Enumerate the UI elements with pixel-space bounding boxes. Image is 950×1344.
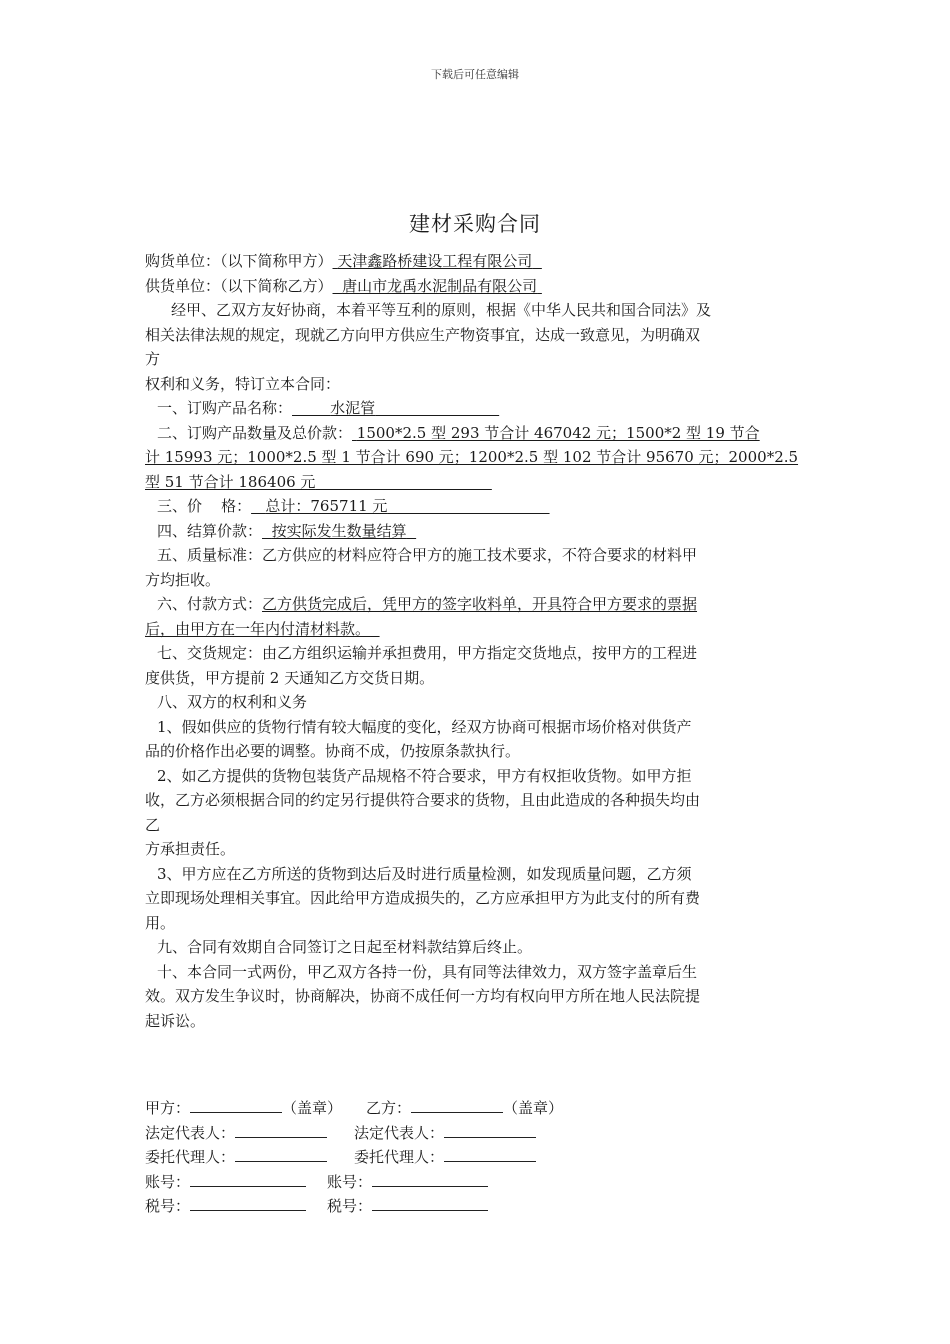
buyer-label: 购货单位：（以下简称甲方） xyxy=(145,252,333,270)
clause-6-line-2: 后，由甲方在一年内付清材料款。 xyxy=(145,619,371,638)
party-a-label: 甲方： xyxy=(145,1099,191,1117)
clause-10-line-1: 十、本合同一式两份，甲乙双方各持一份，具有同等法律效力，双方签字盖章后生 xyxy=(157,962,698,981)
clause-5-line-1: 五、质量标准：乙方供应的材料应符合甲方的施工技术要求，不符合要求的材料甲 xyxy=(157,546,698,564)
clause-1 xyxy=(145,396,805,421)
party-b-label: 乙方： xyxy=(366,1099,412,1117)
clause-7-line-2: 度供货，甲方提前 2 天通知乙方交货日期。 xyxy=(145,668,435,687)
party-a-seal: （盖章） xyxy=(282,1099,343,1117)
contract-title: 建材采购合同 xyxy=(409,212,541,236)
agent-b-field[interactable] xyxy=(444,1145,536,1162)
clause-6-value-1: 乙方供货完成后，凭甲方的签字收料单，开具符合甲方要求的票据 xyxy=(262,595,698,613)
clause-8-item-2-line-1: 2、如乙方提供的货物包装货产品规格不符合要求，甲方有权拒收货物。如甲方拒 xyxy=(157,766,692,785)
supplier-value: 唐山市龙禹水泥制品有限公司 xyxy=(342,276,538,295)
intro-line-3: 方 xyxy=(145,350,161,368)
clause-8-item-1-line-1: 1、假如供应的货物行情有较大幅度的变化，经双方协商可根据市场价格对供货产 xyxy=(157,717,692,736)
legal-rep-a-field[interactable] xyxy=(235,1121,327,1138)
legal-rep-b-field[interactable] xyxy=(444,1121,536,1138)
clause-2-value-1: 1500*2.5 型 293 节合计 467042 元；1500*2 型 19 节合 xyxy=(356,423,760,442)
signature-row-party xyxy=(145,1096,805,1121)
clause-3 xyxy=(145,494,805,519)
account-a-label: 账号： xyxy=(145,1172,191,1191)
buyer-value: 天津鑫路桥建设工程有限公司 xyxy=(337,252,533,270)
tax-a-label: 税号： xyxy=(145,1197,191,1215)
clause-8-item-2-line-2: 收，乙方必须根据合同的约定另行提供符合要求的货物，且由此造成的各种损失均由 xyxy=(145,791,701,809)
agent-b-label: 委托代理人： xyxy=(354,1148,445,1166)
clause-8-item-1-line-2: 品的价格作出必要的调整。协商不成，仍按原条款执行。 xyxy=(145,742,521,760)
agent-a-field[interactable] xyxy=(235,1145,327,1162)
clause-4-label: 四、结算价款： xyxy=(157,521,263,540)
clause-5-line-2: 方均拒收。 xyxy=(145,570,221,589)
clause-8-item-3-line-1: 3、甲方应在乙方所送的货物到达后及时进行质量检测，如发现质量问题，乙方须 xyxy=(157,864,692,883)
clause-8-item-3-line-2: 立即现场处理相关事宜。因此给甲方造成损失的，乙方应承担甲方为此支付的所有费 xyxy=(145,889,701,907)
clause-4-value: 按实际发生数量结算 xyxy=(271,521,407,540)
signature-block xyxy=(145,1096,805,1219)
signature-row-tax xyxy=(145,1194,805,1219)
clause-3-label: 三、价 格： xyxy=(157,497,252,515)
clause-10-line-3: 起诉讼。 xyxy=(145,1011,206,1030)
signature-row-agent xyxy=(145,1145,805,1170)
legal-rep-b-label: 法定代表人： xyxy=(354,1123,445,1142)
clause-8-item-2-line-4: 方承担责任。 xyxy=(145,840,236,858)
clause-9: 九、合同有效期自合同签订之日起至材料款结算后终止。 xyxy=(157,938,533,956)
signature-row-account xyxy=(145,1170,805,1195)
intro-line-2: 相关法律法规的规定，现就乙方向甲方供应生产物资事宜，达成一致意见，为明确双 xyxy=(145,325,701,344)
clause-1-value: 水泥管 xyxy=(330,399,376,417)
clause-8-item-3-line-3: 用。 xyxy=(145,913,176,932)
legal-rep-a-label: 法定代表人： xyxy=(145,1123,236,1142)
clause-2-label: 二、订购产品数量及总价款： xyxy=(157,423,353,442)
clause-2-line-1 xyxy=(145,421,805,446)
clause-6-line-1 xyxy=(145,592,805,617)
agent-a-label: 委托代理人： xyxy=(145,1148,236,1166)
clause-8-item-2-line-3: 乙 xyxy=(145,815,161,834)
clause-10-line-2: 效。双方发生争议时，协商解决，协商不成任何一方均有权向甲方所在地人民法院提 xyxy=(145,987,701,1005)
clause-7-line-1: 七、交货规定：由乙方组织运输并承担费用，甲方指定交货地点，按甲方的工程进 xyxy=(157,644,698,662)
clause-3-value: 总计：765711 元 xyxy=(265,497,388,515)
intro-line-4: 权利和义务，特订立本合同： xyxy=(145,374,341,393)
supplier-line xyxy=(145,274,805,299)
page-header-note: 下载后可任意编辑 xyxy=(431,68,519,81)
supplier-label: 供货单位：（以下简称乙方） xyxy=(145,276,333,295)
party-b-field[interactable] xyxy=(411,1096,503,1113)
clause-2-line-3: 型 51 节合计 186406 元 xyxy=(145,472,316,491)
contract-body xyxy=(145,249,805,1033)
tax-a-field[interactable] xyxy=(190,1194,306,1211)
tax-b-label: 税号： xyxy=(327,1197,373,1215)
tax-b-field[interactable] xyxy=(372,1194,488,1211)
clause-2-line-2: 计 15993 元；1000*2.5 型 1 节合计 690 元；1200*2.5 型 102 节合计 95670 元；2000*2.5 xyxy=(145,448,799,466)
clause-1-label: 一、订购产品名称： xyxy=(157,399,293,417)
clause-6-label: 六、付款方式： xyxy=(157,595,263,613)
party-b-seal: （盖章） xyxy=(503,1099,564,1117)
account-b-field[interactable] xyxy=(372,1170,488,1187)
account-a-field[interactable] xyxy=(190,1170,306,1187)
party-a-field[interactable] xyxy=(190,1096,282,1113)
clause-4 xyxy=(145,519,805,544)
signature-row-legal-rep xyxy=(145,1121,805,1146)
intro-line-1: 经甲、乙双方友好协商，本着平等互利的原则，根据《中华人民共和国合同法》及 xyxy=(171,301,712,319)
buyer-line xyxy=(145,249,805,274)
account-b-label: 账号： xyxy=(327,1172,373,1191)
clause-8-title: 八、双方的权利和义务 xyxy=(157,693,308,711)
